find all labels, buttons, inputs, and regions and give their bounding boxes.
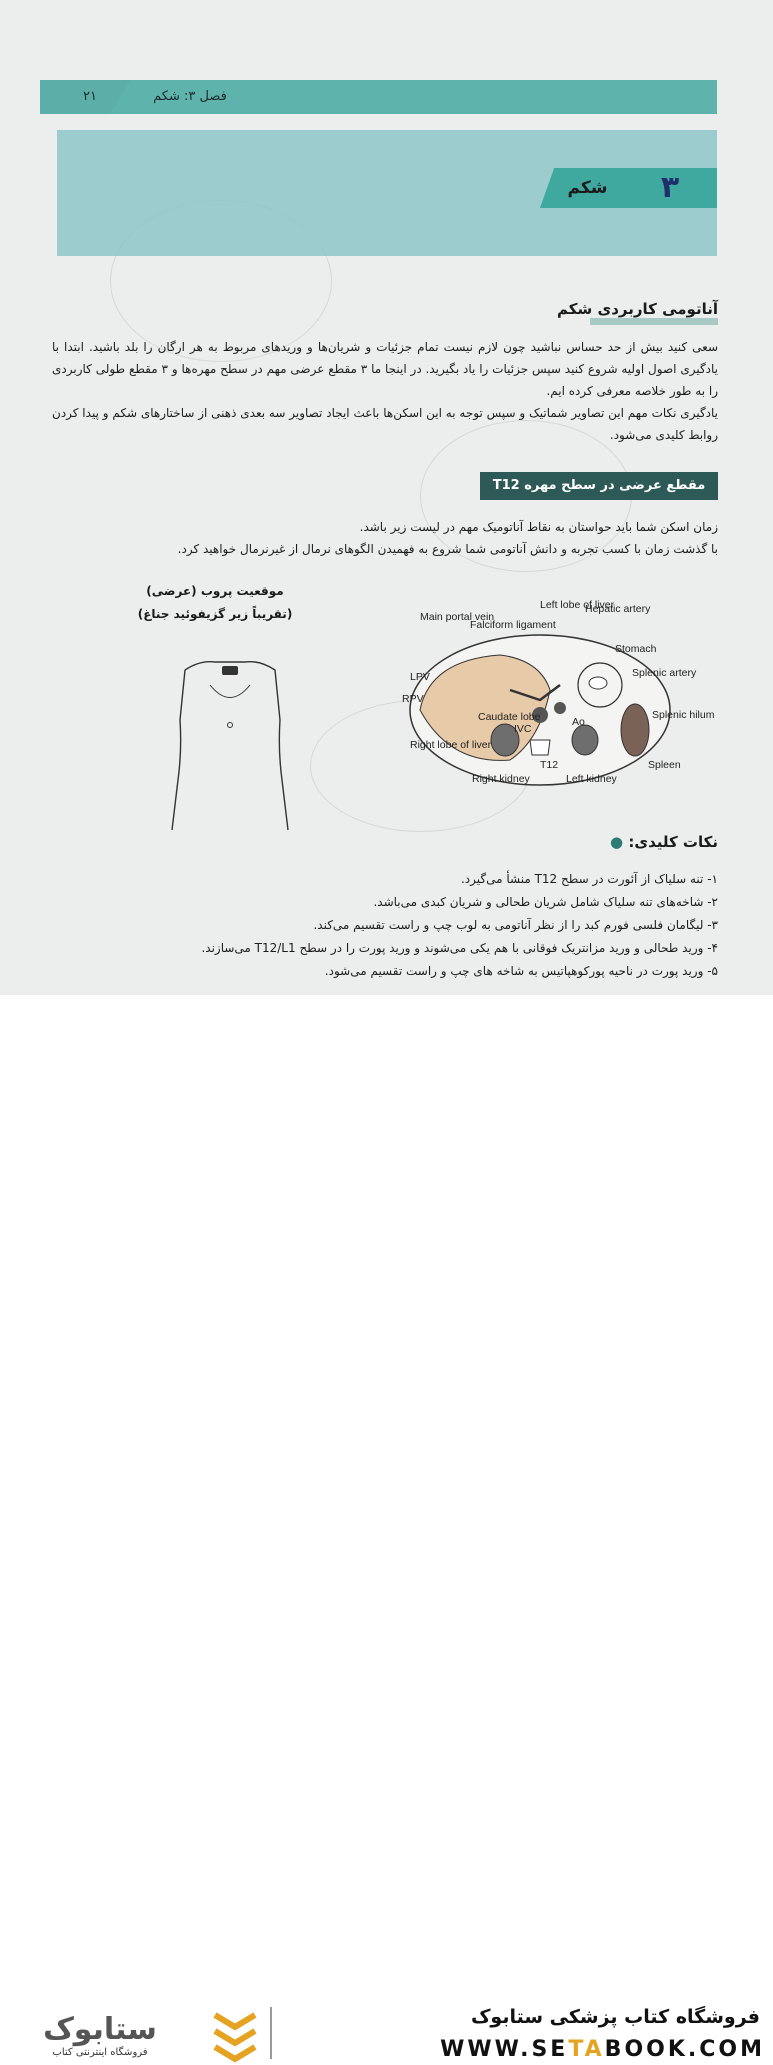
paragraph: سعی کنید بیش از حد حساس نباشید چون لازم نیست تمام جزئیات و شریان‌ها و وریدهای مربوط به هر ارگان را بلد باشید. ابتدا با یادگیری اصول اولیه شروع کنید سپس جزئیات را یاد بگیرید. در اینجا ما ۳ مقطع عرضی مهم در سطح مهره‌ها و ۳ مقطع طولی کاربردی را به طور خلاصه معرفی کرده ایم.	[52, 340, 719, 398]
chapter-title: شکم	[567, 178, 608, 198]
label-main-portal-vein: Main portal vein	[420, 611, 495, 623]
chapter-number: ۳	[660, 170, 680, 205]
svg-text:ستابوک: ستابوک	[43, 2012, 157, 2047]
paragraph: زمان اسکن شما باید حواستان به نقاط آناتومیک مهم در لیست زیر باشد.	[359, 520, 718, 534]
label-falciform: Falciform ligament	[470, 619, 556, 631]
store-footer	[0, 995, 773, 2062]
probe-icon	[222, 666, 238, 675]
paragraph: یادگیری نکات مهم این تصاویر شماتیک و سپس توجه به این اسکن‌ها باعث ایجاد تصاویر سه بعدی ذهنی از ساختارهای شکم و پیدا کردن روابط کلیدی می‌شود.	[52, 406, 718, 442]
label-spleen: Spleen	[648, 759, 681, 771]
chevron-logo-icon	[210, 2007, 260, 2063]
label-right-lobe: Right lobe of liver	[410, 739, 492, 751]
label-stomach: Stomach	[615, 643, 657, 655]
store-name: فروشگاه کتاب پزشکی ستابوک	[470, 2006, 760, 2028]
label-splenic-artery: Splenic artery	[632, 667, 697, 679]
label-rpv: RPV	[402, 693, 424, 705]
torso-illustration	[170, 640, 290, 830]
section-title: آناتومی کاربردی شکم	[557, 300, 718, 318]
divider	[270, 2007, 272, 2059]
label-t12: T12	[540, 759, 559, 771]
setabook-logo[interactable]	[20, 2007, 180, 2047]
label-left-lobe: Left lobe of liver	[540, 599, 615, 611]
label-hepatic-artery: Hepatic artery	[585, 603, 651, 615]
label-lpv: LPV	[410, 671, 430, 683]
logo-subtitle: فروشگاه اینترنتی کتاب	[52, 2047, 148, 2058]
label-ivc: IVC	[514, 723, 532, 735]
paragraph: با گذشت زمان با کسب تجربه و دانش آناتومی شما شروع به فهمیدن الگوهای نرمال از غیرنرمال خواهید کرد.	[177, 542, 718, 556]
list-item: ۲- شاخه‌های تنه سلیاک شامل شریان طحالی و شریان کبدی می‌باشد.	[373, 895, 718, 909]
store-url[interactable]: WWW.SETABOOK.COM	[440, 2037, 765, 2062]
list-item: ۵- ورید پورت در ناحیه پورکوهپاتیس به شاخه های چپ و راست تقسیم می‌شود.	[324, 964, 718, 978]
label-caudate-lobe: Caudate lobe	[478, 711, 541, 723]
label-left-kidney: Left kidney	[566, 773, 617, 785]
list-item: ۳- لیگامان فلسی فورم کبد را از نظر آناتومی به لوب چپ و راست تقسیم می‌کند.	[313, 918, 718, 932]
probe-position-note: (تقریباً زیر گزیفوئید جناغ)	[137, 607, 293, 621]
list-item: ۱- تنه سلیاک از آئورت در سطح T12 منشأ می‌گیرد.	[460, 872, 718, 886]
label-splenic-hilum: Splenic hilum	[652, 709, 715, 721]
t12-transverse-diagram	[390, 590, 715, 790]
page-number: ۲۱	[83, 89, 97, 104]
label-right-kidney: Right kidney	[472, 773, 530, 785]
book-page	[0, 0, 773, 995]
label-ao: Ao	[572, 716, 585, 728]
key-points-title: نکات کلیدی: ●	[610, 833, 718, 851]
list-item: ۴- ورید طحالی و ورید مزانتریک فوقانی با هم یکی می‌شوند و ورید پورت را در سطح T12/L1 می‌سازند.	[201, 941, 718, 955]
subsection-title: مقطع عرضی در سطح مهره T12	[480, 472, 718, 500]
probe-position-label: موقعیت پروب (عرضی)	[146, 584, 284, 598]
key-points-list	[52, 868, 718, 983]
chapter-header: فصل ۳: شکم	[153, 89, 227, 104]
